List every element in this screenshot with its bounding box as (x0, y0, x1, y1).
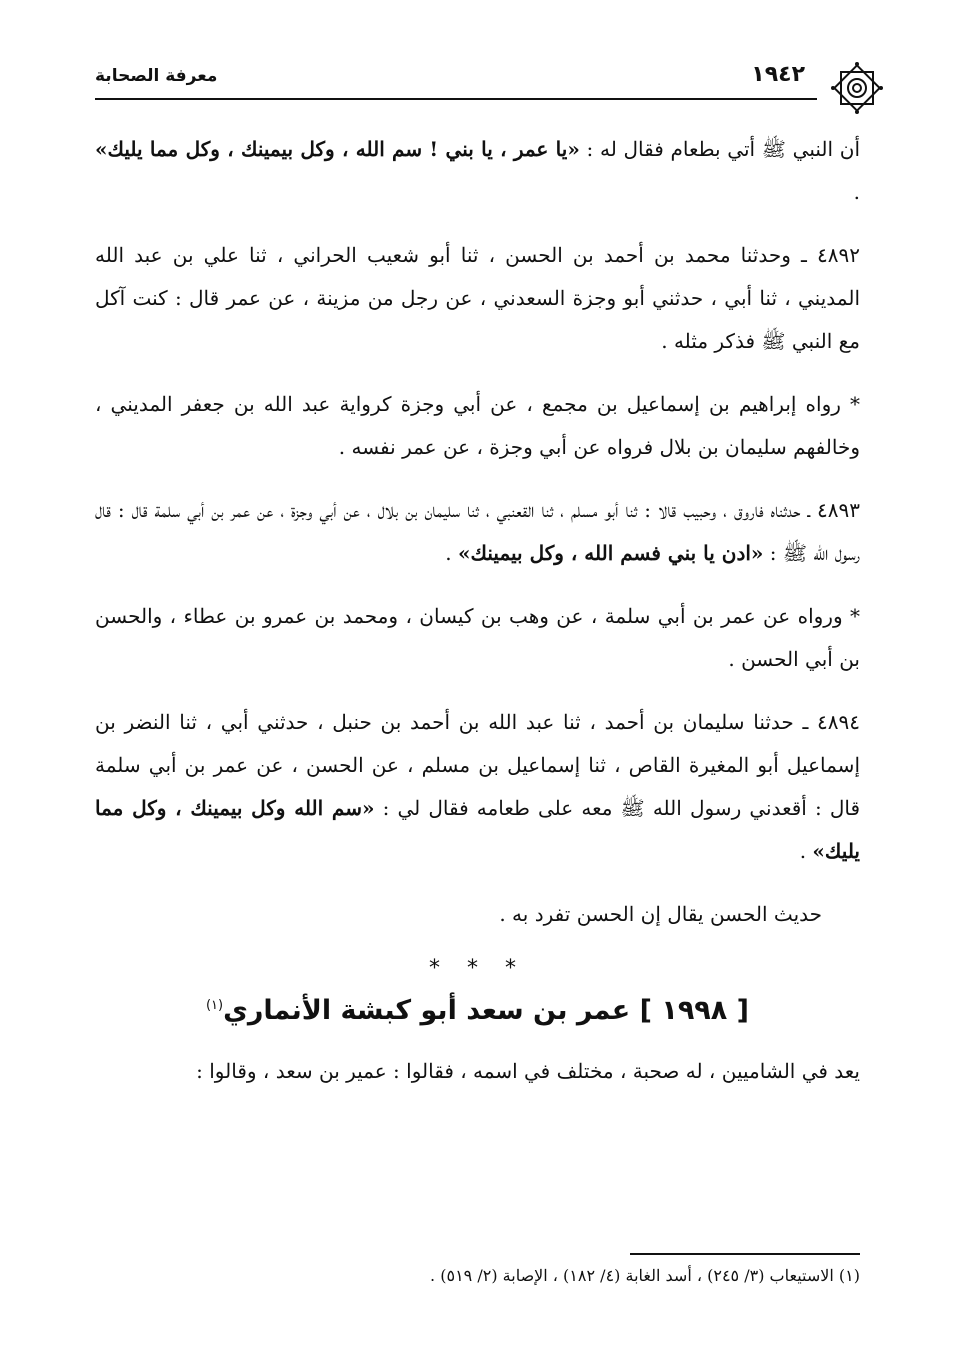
paragraph-text: . (853, 180, 860, 204)
section-title (95, 995, 860, 1026)
footnote-rule (630, 1253, 860, 1255)
hadith-quote: «ادن يا بني فسم الله ، وكل بيمينك» (458, 541, 764, 565)
section-separator: * * * (429, 956, 526, 981)
footnote-ref[interactable]: (١) (205, 998, 224, 1013)
paragraph-text: . (799, 839, 813, 863)
paragraph-text: حديث الحسن يقال إن الحسن تفرد به . (499, 902, 822, 926)
page-number: ١٩٤٢ (751, 62, 805, 87)
header-rule (95, 98, 817, 100)
paragraph-text: ٤٨٩٢ ـ وحدثنا محمد بن أحمد بن الحسن ، ثنا أبو شعيب الحراني ، ثنا علي بن عبد الله المديني ، ثنا أبي ، حدثني أبو وجزة السعدني ، عن رجل من مزينة ، عن عمر قال : كنت آكل مع النبي ﷺ فذكر مثله . (95, 243, 860, 353)
page-body (95, 128, 860, 1113)
ornament-icon (827, 58, 887, 118)
paragraph-p4 (95, 489, 860, 575)
paragraph-text: ٤٨٩٤ ـ حدثنا سليمان بن أحمد ، ثنا عبد الله بن أحمد بن حنبل ، حدثني أبي ، ثنا النضر بن إسماعيل أبو المغيرة القاص ، ثنا إسماعيل بن مسلم ، عن الحسن ، عن عمر بن أبي سلمة قال : أقعدني رسول الله ﷺ معه على طعامه فقال لي : (95, 710, 861, 820)
paragraph-p1 (95, 128, 860, 214)
paragraph-p7 (95, 893, 860, 936)
paragraph-p5 (95, 595, 860, 681)
hadith-quote: «يا عمر ، يا بني ! سم الله ، وكل بيمينك ، وكل مما يليك» (95, 137, 580, 161)
paragraph-p6 (95, 701, 860, 873)
paragraph-text: ٤٨٩٣ ـ حدثناه فاروق ، وحبيب قالا : ثنا أبو مسلم ، ثنا القعنبي ، ثنا سليمان بن بلال ، عن أبي وجزة ، عن عمر بن أبي سلمة قال : قال رسول الله ﷺ : (95, 498, 860, 565)
paragraph-text: * رواه إبراهيم بن إسماعيل بن مجمع ، عن أبي وجزة كرواية عبد الله بن جعفر المديني ، وخالفهم سليمان بن بلال فرواه عن أبي وجزة ، عن عمر نفسه . (95, 392, 860, 459)
running-title: معرفة الصحابة (95, 66, 218, 86)
section-paragraph: يعد في الشاميين ، له صحبة ، مختلف في اسمه ، فقالوا : عمير بن سعد ، وقالوا : (196, 1059, 860, 1083)
page-header (95, 58, 865, 104)
paragraph-text: أن النبي ﷺ أتي بطعام فقال له : (579, 137, 861, 161)
paragraph-p2 (95, 234, 860, 363)
section-title-text: [ ١٩٩٨ ] عمر بن سعد أبو كبشة الأنماري (223, 995, 750, 1026)
paragraphs (95, 128, 860, 936)
hadith-quote: «سم الله وكل بيمينك ، وكل مما يليك» (95, 796, 860, 863)
paragraph-p3 (95, 383, 860, 469)
paragraph-text: * ورواه عن عمر بن أبي سلمة ، عن وهب بن كيسان ، ومحمد بن عمرو بن عطاء ، والحسن بن أبي الحسن . (95, 604, 861, 671)
footnote: (١) الاستيعاب (٣/ ٢٤٥) ، أسد الغابة (٤/ ١٨٢) ، الإصابة (٢/ ٥١٩) . (430, 1266, 860, 1285)
paragraph-text: . (445, 541, 459, 565)
